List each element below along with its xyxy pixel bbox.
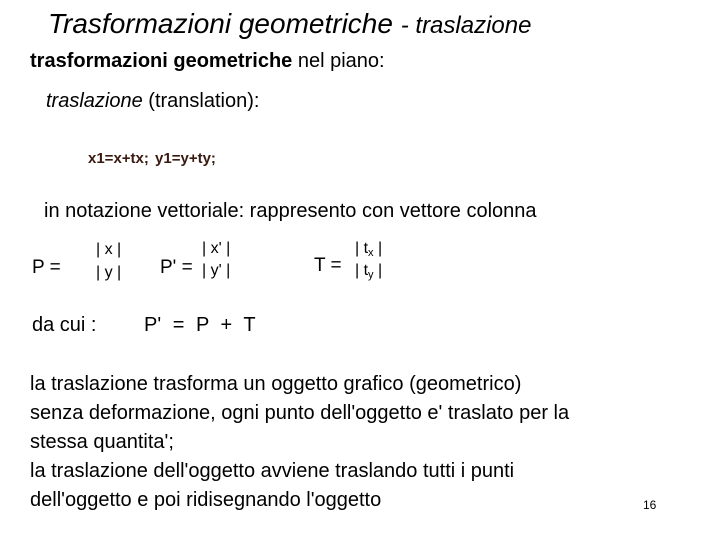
- vector-t-bottom: | ty |: [355, 262, 383, 281]
- vector-t-top: | tx |: [355, 240, 383, 259]
- paragraph-line: la traslazione trasforma un oggetto grafico (geometrico): [30, 373, 522, 395]
- intro-bold: trasformazioni geometriche: [30, 50, 293, 72]
- translation-line: [46, 90, 259, 113]
- vector-p-prime-top: | x' |: [202, 240, 231, 257]
- description-paragraph: [30, 370, 569, 515]
- vector-p-prime-bottom: | y' |: [202, 262, 231, 279]
- page-number: 16: [643, 498, 657, 512]
- paragraph-line: stessa quantita';: [30, 431, 174, 453]
- vector-p-prime-label: P' =: [160, 257, 193, 278]
- paragraph-line: dell'oggetto e poi ridisegnando l'oggetto: [30, 489, 382, 511]
- translation-equation: P' = P + T: [144, 314, 256, 336]
- title-sub: - traslazione: [400, 12, 532, 39]
- translation-formula: x1=x+tx; y1=y+ty;: [88, 150, 216, 167]
- slide-title: [48, 8, 531, 40]
- vector-notation-line: in notazione vettoriale: rappresento con vettore colonna: [44, 200, 537, 222]
- vector-p-bottom: | y |: [96, 264, 122, 281]
- da-cui-label: da cui :: [32, 314, 97, 336]
- vector-p-label: P =: [32, 257, 61, 278]
- title-main: Trasformazioni geometriche: [48, 8, 393, 39]
- intro-rest: nel piano:: [297, 50, 385, 72]
- intro-line: [30, 50, 385, 73]
- paragraph-line: senza deformazione, ogni punto dell'oggetto e' traslato per la: [30, 402, 570, 424]
- translation-italic: traslazione: [46, 90, 143, 112]
- vector-t-label: T =: [314, 255, 342, 276]
- vector-p-top: | x |: [96, 241, 122, 258]
- paragraph-line: la traslazione dell'oggetto avviene traslando tutti i punti: [30, 460, 515, 482]
- translation-rest: (translation):: [148, 90, 260, 112]
